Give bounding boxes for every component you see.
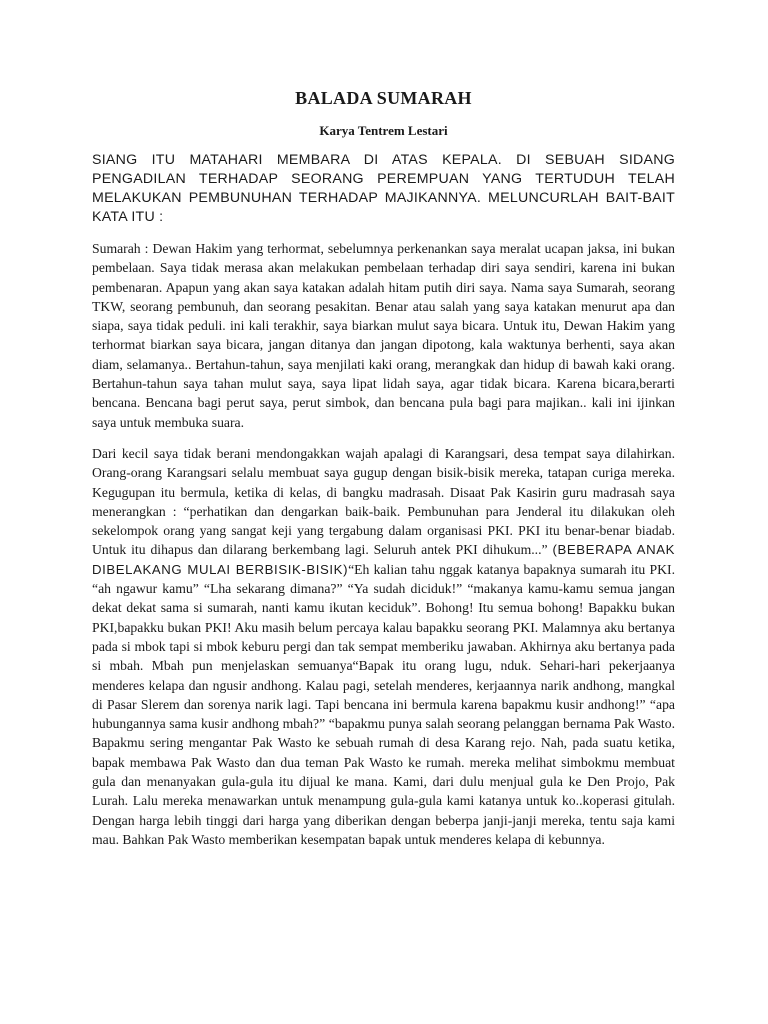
paragraph-childhood — [92, 444, 675, 849]
stage-direction: (BEBERAPA ANAK DIBELAKANG MULAI BERBISIK-BISIK) — [92, 542, 675, 577]
document-author: Karya Tentrem Lestari — [319, 123, 448, 138]
document-title: BALADA SUMARAH — [295, 88, 472, 108]
document-page — [92, 88, 675, 861]
intro-paragraph: SIANG ITU MATAHARI MEMBARA DI ATAS KEPALA. DI SEBUAH SIDANG PENGADILAN TERHADAP SEORANG PEREMPUAN YANG TERTUDUH TELAH MELAKUKAN PEMBUNUHAN TERHADAP MAJIKANNYA. MELUNCURLAH BAIT-BAIT KATA ITU : — [92, 152, 675, 225]
paragraph-childhood-opening: Dari kecil saya tidak berani mendongakkan wajah apalagi di Karangsari, desa tempat saya dilahirkan. Orang-orang Karangsari selalu membuat saya gugup dengan bisik-bisik mereka, tatapan curiga mereka. Kegugupan itu bermula, ketika di kelas, di bangku madrasah. Disaat Pak Kasirin guru madrasah saya menerangkan : “perhatikan dan dengarkan baik-baik. Pembunuhan para Jenderal itu dilakukan oleh sekelompok orang yang sangat keji yang tergabung dalam organisasi PKI. PKI itu benar-benar biadab. Untuk itu dihapus dan dilarang berkembang lagi. Seluruh antek PKI dihukum...” — [92, 445, 675, 558]
paragraph-childhood-rest: “Eh kalian tahu nggak katanya bapaknya sumarah itu PKI. “ah ngawur kamu” “Lha sekarang dimana?” “Ya sudah diciduk!” “makanya kamu-kamu semua jangan dekat dekat sama si sumarah, nanti kamu ikutan keciduk”. Bohong! Itu semua bohong! Bapakku bukan PKI,bapakku bukan PKI! Aku masih belum percaya kalau bapakku seorang PKI. Malamnya aku bertanya pada si mbok tapi si mbok keburu pergi dan tak sempat memberiku jawaban. Akhirnya aku bertanya pada si mbah. Mbah pun menjelaskan semuanya“Bapak itu orang lugu, nduk. Sehari-hari pekerjaanya menderes kelapa dan ngusir andhong. Kalau pagi, setelah menderes, kerjaannya narik andhong, mangkal di Pasar Slerem dan sorenya narik lagi. Tapi bencana ini bermula karena bapakmu kusir andhong!” “apa hubungannya sama kusir andhong mbah?” “bapakmu punya salah seorang pelanggan bernama Pak Wasto. Bapakmu sering mengantar Pak Wasto ke sebuah rumah di desa Karang rejo. Nah, pada suatu ketika, bapak membawa Pak Wasto dan dua teman Pak Wasto ke rumah. mereka melihat simbokmu membuat gula dan menanyakan gula-gula itu dijual ke mana. Kami, dari dulu menjual gula ke Den Projo, Pak Lurah. Lalu mereka menawarkan untuk menampung gula-gula kami katanya untuk ko..koperasi gitulah. Dengan harga lebih tinggi dari harga yang diberikan dengan beberpa janji-janji mereka, tentu saja kami mau. Bahkan Pak Wasto memberikan kesempatan bapak untuk menderes kelapa di kebunnya. — [92, 561, 675, 847]
paragraph-sumarah-statement: Sumarah : Dewan Hakim yang terhormat, sebelumnya perkenankan saya meralat ucapan jaksa, ini bukan pembelaan. Saya tidak merasa akan melakukan pembelaan terhadap diri saya sendiri, karena ini bukan pembenaran. Apapun yang akan saya katakan adalah hitam putih diri saya. Nama saya Sumarah, seorang TKW, seorang pembunuh, dan seorang pesakitan. Benar atau salah yang saya katakan menurut apa dan siapa, saya tidak peduli. ini kali terakhir, saya biarkan mulut saya bicara. Untuk itu, Dewan Hakim yang terhormat biarkan saya bicara, jangan ditanya dan jangan dipotong, kala waktunya berhenti, saya akan diam, selamanya.. Bertahun-tahun, saya menjilati kaki orang, merangkak dan hidup di bawah kaki orang. Bertahun-tahun saya tahan mulut saya, saya lipat lidah saya, agar tidak bicara. Karena bicara,berarti bencana. Bencana bagi perut saya, perut simbok, dan bencana pula bagi para majikan.. kali ini ijinkan saya untuk membuka suara. — [92, 241, 675, 430]
